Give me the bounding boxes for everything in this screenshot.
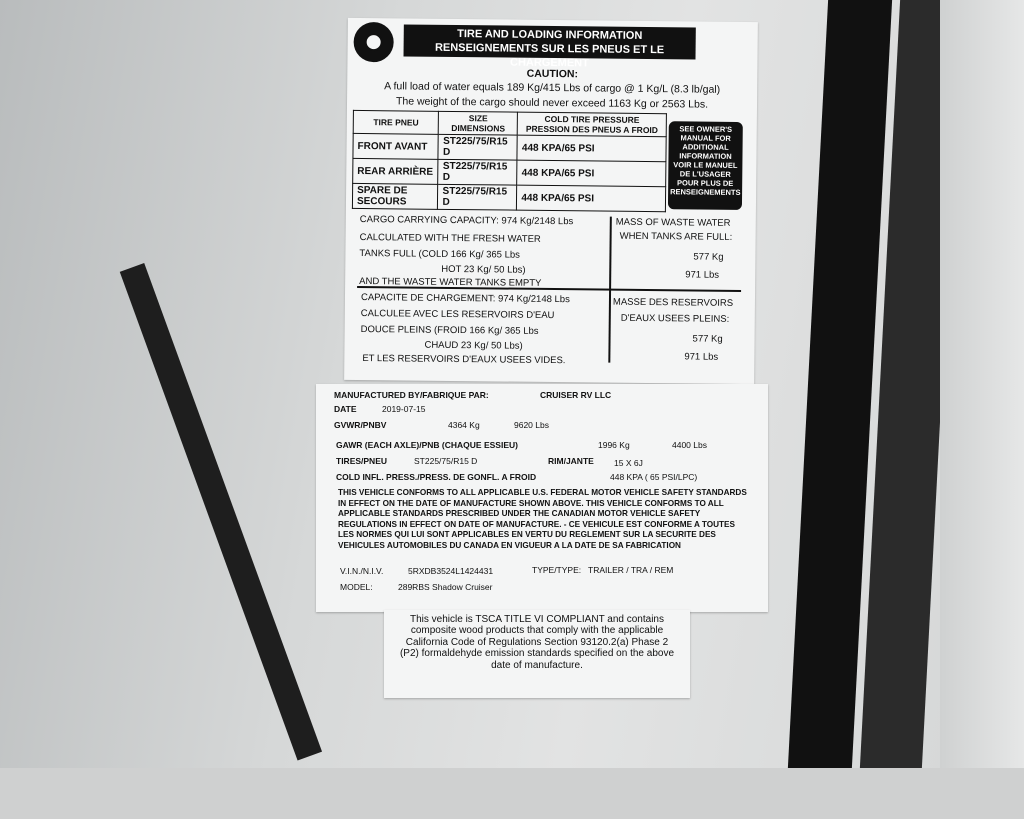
waste-mass-en-2: WHEN TANKS ARE FULL: bbox=[619, 230, 733, 243]
col-tire: TIRE PNEU bbox=[353, 110, 439, 134]
gawr-label: GAWR (EACH AXLE)/PNB (CHAQUE ESSIEU) bbox=[336, 440, 518, 450]
conformity-statement: THIS VEHICLE CONFORMS TO ALL APPLICABLE U.S. FEDERAL MOTOR VEHICLE SAFETY STANDARDS IN EFFECT ON THE DATE OF MANUFACTURE SHOWN ABOVE. THIS VEHICLE CONFORMS TO ALL APPLICABLE STANDARDS PRESCRIBED UNDER THE CANADIAN MOTOR VEHICLE SAFETY REGULATIONS IN EFFECT ON DATE OF MANUFACTURE. - CE VEHICULE EST CONFORME A TOUTES LES NORMES QUI LUI SONT APPLICABLES EN VERTU DU REGLEMENT SUR LA SECURITE DES VEHICULES AUTOMOBILES DU CANADA EN VIGUEUR A LA DATE DE SA FABRICATION bbox=[338, 488, 747, 550]
certification-sticker bbox=[316, 384, 768, 612]
gvwr-lbs: 9620 Lbs bbox=[514, 420, 549, 430]
cargo-capacity-en: CARGO CARRYING CAPACITY: 974 Kg/2148 Lbs bbox=[359, 213, 574, 228]
adjacent-panel bbox=[940, 0, 1024, 768]
banner-en: TIRE AND LOADING INFORMATION bbox=[457, 28, 643, 42]
row-pressure: 448 KPA/65 PSI bbox=[517, 135, 666, 162]
date-value: 2019-07-15 bbox=[382, 404, 426, 414]
row-pressure: 448 KPA/65 PSI bbox=[517, 185, 666, 212]
row-size: ST225/75/R15 D bbox=[438, 184, 517, 210]
cargo-calc-fr-2: DOUCE PLEINS (FROID 166 Kg/ 365 Lbs bbox=[360, 324, 539, 337]
row-position: SPARE DE SECOURS bbox=[352, 183, 438, 209]
gawr-lbs: 4400 Lbs bbox=[672, 440, 707, 450]
caution-line-2: The weight of the cargo should never exceed 1163 Kg or 2563 Lbs. bbox=[395, 95, 709, 111]
type-value: TRAILER / TRA / REM bbox=[588, 565, 674, 575]
waste-mass-fr-1: MASSE DES RESERVOIRS bbox=[612, 296, 734, 309]
cargo-calc-en-4: AND THE WASTE WATER TANKS EMPTY bbox=[359, 275, 542, 289]
model-value: 289RBS Shadow Cruiser bbox=[398, 582, 493, 592]
waste-mass-en-1: MASS OF WASTE WATER bbox=[615, 216, 731, 229]
caution-line-1: A full load of water equals 189 Kg/415 Lbs of cargo @ 1 Kg/L (8.3 lb/gal) bbox=[384, 80, 721, 96]
gawr-kg: 1996 Kg bbox=[598, 440, 630, 450]
row-size: ST225/75/R15 D bbox=[438, 159, 517, 185]
tires-value: ST225/75/R15 D bbox=[414, 456, 478, 466]
tsca-statement: This vehicle is TSCA TITLE VI COMPLIANT and contains composite wood products that comply with the applicable California Code of Regulations Section 93120.2(a) Phase 2 (P2) formaldehyde emission standards specified on the above date of manufacture. bbox=[399, 614, 675, 671]
see-manual-box: SEE OWNER'S MANUAL FOR ADDITIONAL INFORMATION VOIR LE MANUEL DE L'USAGER POUR PLUS DE RENSEIGNEMENTS bbox=[668, 121, 743, 210]
tire-loading-sticker bbox=[344, 18, 758, 384]
cold-pressure-label: COLD INFL. PRESS./PRESS. DE GONFL. A FROID bbox=[336, 472, 537, 482]
cargo-capacity-fr: CAPACITE DE CHARGEMENT: 974 Kg/2148 Lbs bbox=[360, 292, 570, 306]
date-label: DATE bbox=[334, 404, 357, 414]
tire-icon bbox=[353, 22, 393, 62]
row-size: ST225/75/R15 D bbox=[438, 134, 517, 160]
cargo-calc-en-2: TANKS FULL (COLD 166 Kg/ 365 Lbs bbox=[359, 247, 521, 261]
manufacturer-label: MANUFACTURED BY/FABRIQUE PAR: bbox=[334, 390, 489, 400]
waste-mass-fr-2: D'EAUX USEES PLEINS: bbox=[620, 312, 730, 325]
cargo-section bbox=[356, 210, 742, 384]
row-position: FRONT AVANT bbox=[353, 133, 439, 159]
gvwr-label: GVWR/PNBV bbox=[334, 420, 387, 430]
row-pressure: 448 KPA/65 PSI bbox=[517, 160, 666, 187]
col-size: SIZE DIMENSIONS bbox=[439, 111, 518, 135]
tsca-sticker bbox=[384, 610, 690, 698]
waste-kg-en: 577 Kg bbox=[693, 251, 724, 263]
gvwr-kg: 4364 Kg bbox=[448, 420, 480, 430]
cargo-calc-fr-4: ET LES RESERVOIRS D'EAUX USEES VIDES. bbox=[362, 353, 566, 367]
vin-label: V.I.N./N.I.V. bbox=[340, 566, 384, 576]
waste-kg-fr: 577 Kg bbox=[692, 333, 723, 345]
cargo-calc-fr-3: CHAUD 23 Kg/ 50 Lbs) bbox=[424, 339, 523, 352]
waste-lbs-fr: 971 Lbs bbox=[684, 351, 719, 363]
tire-banner bbox=[404, 24, 696, 70]
tires-label: TIRES/PNEU bbox=[336, 456, 388, 466]
manufacturer-value: CRUISER RV LLC bbox=[540, 390, 612, 400]
cold-pressure-value: 448 KPA ( 65 PSI/LPC) bbox=[610, 472, 698, 482]
table-row bbox=[352, 183, 665, 211]
cargo-calc-en-3: HOT 23 Kg/ 50 Lbs) bbox=[441, 263, 526, 276]
cargo-calc-fr-1: CALCULEE AVEC LES RESERVOIRS D'EAU bbox=[360, 308, 555, 322]
vin-value: 5RXDB3524L1424431 bbox=[408, 566, 494, 576]
model-label: MODEL: bbox=[340, 582, 373, 592]
rim-value: 15 X 6J bbox=[614, 458, 643, 468]
waste-lbs-en: 971 Lbs bbox=[685, 269, 720, 281]
row-position: REAR ARRIÈRE bbox=[353, 158, 439, 184]
type-label: TYPE/TYPE: bbox=[532, 565, 582, 575]
table-row bbox=[353, 133, 666, 161]
table-row bbox=[353, 158, 666, 186]
col-pressure: COLD TIRE PRESSURE PRESSION DES PNEUS A FROID bbox=[518, 112, 667, 137]
caution-heading: CAUTION: bbox=[526, 67, 579, 81]
cargo-calc-en-1: CALCULATED WITH THE FRESH WATER bbox=[359, 231, 541, 245]
rim-label: RIM/JANTE bbox=[548, 456, 594, 466]
tire-table bbox=[352, 110, 667, 212]
banner-fr: RENSEIGNEMENTS SUR LES PNEUS ET LE CHARGEMENT bbox=[434, 41, 665, 70]
